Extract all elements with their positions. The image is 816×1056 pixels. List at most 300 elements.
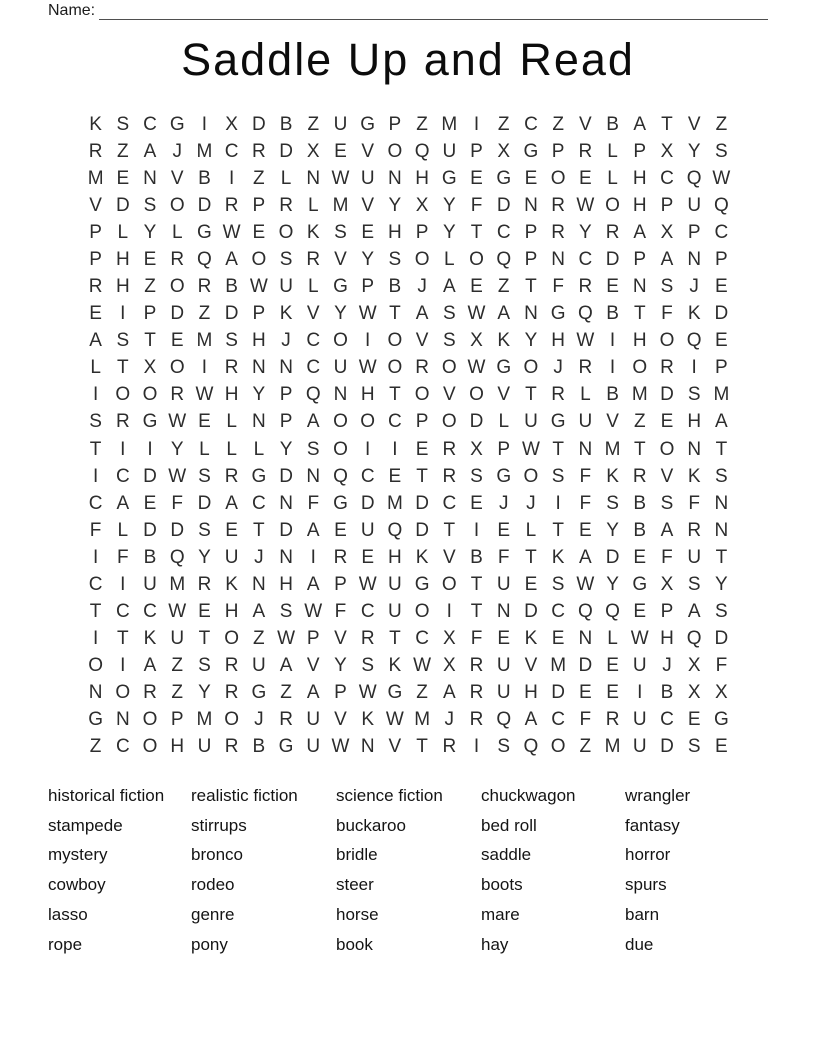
grid-cell: U [143, 573, 157, 595]
grid-cell: T [416, 736, 428, 758]
grid-cell: A [442, 682, 456, 704]
grid-cell: R [551, 221, 565, 243]
grid-cell: O [169, 276, 185, 298]
grid-cell: B [143, 546, 157, 568]
grid-cell: P [415, 221, 429, 243]
grid-cell: K [497, 330, 511, 352]
grid-cell: M [196, 140, 213, 162]
grid-cell: M [386, 492, 403, 514]
grid-cell: W [467, 303, 486, 325]
grid-cell: L [580, 384, 591, 406]
grid-cell: Y [252, 384, 266, 406]
grid-cell: R [170, 248, 185, 270]
grid-cell: R [224, 465, 239, 487]
grid-cell: T [552, 438, 564, 460]
grid-cell: M [631, 384, 648, 406]
grid-cell: S [660, 492, 674, 514]
grid-cell: O [115, 682, 131, 704]
grid-cell: A [306, 411, 320, 433]
grid-cell: Q [686, 330, 702, 352]
grid-cell: I [120, 655, 126, 677]
grid-cell: B [470, 546, 483, 568]
grid-cell: Z [552, 113, 564, 135]
grid-cell: R [605, 709, 620, 731]
grid-cell: W [331, 736, 350, 758]
grid-cell: N [251, 573, 266, 595]
grid-cell: M [87, 167, 104, 189]
grid-cell: K [306, 221, 320, 243]
grid-cell: B [633, 492, 647, 514]
grid-cell: V [442, 546, 456, 568]
grid-cell: E [579, 519, 592, 541]
grid-cell: H [632, 194, 647, 216]
grid-cell: V [524, 655, 538, 677]
grid-cell: K [388, 655, 402, 677]
grid-cell: E [660, 411, 674, 433]
grid-cell: G [197, 221, 212, 243]
grid-cell: O [414, 248, 430, 270]
grid-cell: C [660, 709, 674, 731]
grid-cell: E [551, 628, 565, 650]
grid-cell: W [304, 601, 323, 623]
grid-cell: I [92, 546, 99, 568]
grid-cell: T [715, 438, 728, 460]
grid-cell: L [307, 194, 319, 216]
grid-cell: T [253, 519, 265, 541]
grid-cell: Y [334, 303, 347, 325]
word-list-item: stirrups [191, 815, 247, 835]
grid-cell: U [578, 411, 593, 433]
grid-cell: P [89, 221, 102, 243]
grid-cell: Y [170, 438, 184, 460]
grid-cell: H [388, 221, 402, 243]
grid-cell: M [604, 736, 621, 758]
grid-cell: B [606, 303, 619, 325]
grid-cell: R [442, 438, 457, 460]
grid-cell: F [470, 194, 483, 216]
grid-cell: P [687, 221, 701, 243]
grid-cell: W [331, 167, 350, 189]
grid-cell: I [229, 167, 235, 189]
grid-cell: U [442, 140, 457, 162]
grid-cell: C [578, 248, 593, 270]
grid-cell: D [279, 465, 293, 487]
grid-cell: K [551, 546, 565, 568]
word-list-item: hay [481, 934, 509, 954]
grid-cell: B [633, 519, 647, 541]
grid-cell: R [415, 357, 429, 379]
grid-cell: R [360, 628, 375, 650]
grid-cell: R [224, 736, 239, 758]
grid-cell: U [170, 628, 185, 650]
word-list-item: saddle [481, 845, 532, 865]
grid-cell: C [442, 492, 457, 514]
grid-cell: O [142, 384, 158, 406]
grid-cell: F [497, 546, 510, 568]
grid-cell: J [553, 357, 563, 379]
grid-cell: E [606, 276, 619, 298]
grid-cell: S [687, 736, 701, 758]
grid-cell: T [552, 519, 564, 541]
grid-cell: N [306, 465, 321, 487]
grid-cell: R [632, 465, 647, 487]
grid-cell: M [550, 655, 567, 677]
grid-cell: A [633, 113, 647, 135]
grid-cell: Q [414, 140, 430, 162]
grid-cell: L [607, 167, 618, 189]
grid-cell: O [414, 601, 430, 623]
grid-cell: O [142, 736, 158, 758]
grid-cell: W [712, 167, 731, 189]
grid-cell: A [660, 248, 674, 270]
grid-cell: E [579, 167, 592, 189]
grid-cell: H [415, 167, 429, 189]
grid-cell: L [607, 140, 618, 162]
grid-cell: P [551, 140, 565, 162]
grid-cell: J [526, 492, 536, 514]
grid-cell: R [578, 357, 593, 379]
grid-cell: N [714, 492, 729, 514]
word-list-item: historical fiction [48, 786, 165, 805]
word-list-item: cowboy [48, 875, 106, 895]
grid-cell: D [224, 303, 239, 325]
grid-cell: C [360, 601, 375, 623]
grid-cell: R [333, 546, 348, 568]
grid-cell: V [415, 330, 429, 352]
word-list-column [48, 781, 164, 959]
grid-cell: P [279, 384, 293, 406]
grid-cell: I [120, 303, 126, 325]
grid-cell: C [551, 601, 565, 623]
grid-cell: O [224, 628, 240, 650]
grid-cell: A [143, 140, 157, 162]
grid-cell: V [361, 194, 375, 216]
grid-cell: A [279, 655, 293, 677]
grid-cell: R [605, 221, 620, 243]
grid-cell: X [442, 628, 456, 650]
grid-cell: D [279, 519, 293, 541]
grid-cell: R [88, 140, 103, 162]
word-list-item: wrangler [625, 786, 691, 805]
grid-cell: N [333, 384, 348, 406]
grid-cell: H [524, 682, 538, 704]
grid-cell: C [306, 330, 321, 352]
grid-cell: C [115, 736, 130, 758]
grid-cell: H [251, 330, 266, 352]
grid-cell: I [92, 384, 99, 406]
grid-cell: R [224, 357, 239, 379]
word-list-item: stampede [48, 815, 123, 835]
grid-cell: I [473, 519, 480, 541]
grid-cell: I [473, 736, 480, 758]
grid-cell: W [385, 709, 404, 731]
grid-cell: G [496, 357, 512, 379]
grid-cell: E [361, 546, 375, 568]
grid-cell: A [306, 573, 320, 595]
grid-cell: F [470, 628, 483, 650]
grid-cell: Y [442, 194, 456, 216]
grid-cell: T [525, 276, 537, 298]
grid-cell: O [550, 167, 566, 189]
grid-cell: V [361, 140, 375, 162]
grid-cell: H [632, 330, 647, 352]
grid-cell: C [388, 411, 402, 433]
word-list-item: barn [625, 904, 660, 924]
grid-cell: B [279, 113, 293, 135]
grid-cell: Z [89, 736, 102, 758]
grid-cell: P [334, 573, 347, 595]
grid-cell: J [254, 709, 264, 731]
grid-cell: S [198, 465, 211, 487]
grid-cell: S [497, 736, 511, 758]
grid-cell: L [171, 221, 183, 243]
grid-cell: O [88, 655, 103, 677]
word-list-item: rope [48, 934, 83, 954]
grid-cell: K [279, 303, 293, 325]
grid-cell: S [334, 221, 347, 243]
grid-cell: E [143, 492, 157, 514]
grid-cell: C [88, 573, 103, 595]
grid-cell: G [523, 140, 539, 162]
grid-cell: H [551, 330, 565, 352]
grid-cell: I [609, 330, 616, 352]
grid-cell: O [523, 465, 539, 487]
grid-cell: W [630, 628, 649, 650]
grid-cell: E [415, 438, 429, 460]
grid-cell: K [415, 546, 429, 568]
grid-cell: Z [198, 303, 211, 325]
grid-cell: S [306, 438, 320, 460]
word-list-item: bridle [336, 845, 378, 865]
grid-cell: P [388, 113, 402, 135]
grid-cell: S [715, 140, 728, 162]
grid-cell: I [637, 682, 643, 704]
grid-cell: Z [307, 113, 320, 135]
grid-cell: T [117, 628, 129, 650]
grid-cell: P [497, 438, 511, 460]
grid-cell: F [661, 546, 673, 568]
grid-cell: N [279, 546, 293, 568]
grid-cell: J [444, 709, 455, 731]
grid-cell: Z [280, 682, 292, 704]
grid-cell: K [606, 465, 619, 487]
grid-cell: W [168, 465, 187, 487]
word-list-item: lasso [48, 904, 88, 924]
grid-cell: O [333, 438, 348, 460]
grid-cell: D [170, 303, 185, 325]
grid-cell: R [170, 384, 185, 406]
grid-cell: D [524, 601, 538, 623]
grid-cell: S [551, 465, 565, 487]
grid-cell: R [469, 682, 484, 704]
grid-cell: F [334, 601, 347, 623]
grid-cell: E [252, 221, 266, 243]
grid-cell: P [306, 628, 320, 650]
grid-cell: F [688, 492, 700, 514]
grid-cell: H [687, 411, 702, 433]
grid-cell: Q [387, 519, 403, 541]
grid-cell: O [169, 357, 185, 379]
grid-cell: O [387, 140, 403, 162]
grid-cell: P [660, 194, 674, 216]
grid-cell: Y [334, 655, 347, 677]
word-list-item: buckaroo [336, 815, 406, 835]
grid-cell: U [279, 276, 293, 298]
grid-cell: V [388, 736, 402, 758]
grid-cell: E [470, 276, 483, 298]
grid-cell: D [496, 194, 511, 216]
grid-cell: D [660, 384, 674, 406]
grid-cell: T [715, 546, 728, 568]
grid-cell: V [306, 655, 320, 677]
grid-cell: T [416, 465, 428, 487]
grid-cell: P [415, 411, 429, 433]
grid-cell: K [524, 628, 538, 650]
grid-cell: X [660, 140, 674, 162]
grid-cell: W [249, 276, 268, 298]
grid-cell: Z [171, 655, 184, 677]
grid-cell: T [525, 384, 537, 406]
grid-cell: R [660, 357, 674, 379]
grid-cell: Y [388, 194, 402, 216]
grid-cell: N [279, 357, 293, 379]
grid-cell: L [226, 411, 237, 433]
grid-cell: S [143, 194, 157, 216]
grid-cell: K [687, 303, 701, 325]
word-list-item: due [625, 934, 654, 954]
grid-cell: Y [143, 221, 157, 243]
grid-cell: K [143, 628, 157, 650]
grid-cell: J [254, 546, 264, 568]
word-list-item: boots [481, 875, 523, 895]
grid-cell: C [306, 357, 321, 379]
grid-cell: N [524, 303, 538, 325]
grid-cell: H [224, 601, 239, 623]
grid-cell: A [660, 519, 674, 541]
grid-cell: I [120, 573, 126, 595]
grid-cell: X [306, 140, 320, 162]
grid-cell: V [687, 113, 701, 135]
grid-cell: X [470, 438, 483, 460]
word-list-item: book [336, 934, 373, 954]
grid-cell: D [251, 113, 266, 135]
grid-cell: E [633, 601, 647, 623]
word-list-item: horror [625, 845, 671, 865]
grid-cell: W [358, 357, 377, 379]
grid-cell: I [691, 357, 697, 379]
grid-cell: U [224, 546, 239, 568]
grid-cell: L [199, 438, 210, 460]
grid-cell: R [224, 655, 239, 677]
grid-cell: W [521, 438, 540, 460]
grid-cell: W [195, 384, 214, 406]
grid-cell: S [606, 492, 619, 514]
grid-cell: X [143, 357, 157, 379]
grid-cell: F [552, 276, 564, 298]
grid-cell: F [661, 303, 673, 325]
grid-cell: N [714, 519, 729, 541]
grid-cell: J [417, 276, 427, 298]
grid-cell: G [251, 682, 267, 704]
word-list [48, 781, 788, 961]
grid-cell: T [633, 438, 646, 460]
grid-cell: U [524, 411, 538, 433]
grid-cell: G [414, 573, 430, 595]
grid-cell: Y [198, 682, 211, 704]
grid-cell: Z [579, 736, 592, 758]
grid-cell: J [662, 655, 672, 677]
grid-cell: F [89, 519, 102, 541]
grid-cell: I [120, 438, 126, 460]
grid-cell: L [444, 248, 455, 270]
grid-cell: T [389, 303, 401, 325]
grid-cell: Y [361, 248, 375, 270]
grid-cell: W [168, 601, 187, 623]
grid-cell: H [224, 384, 239, 406]
grid-cell: O [115, 384, 131, 406]
word-list-item: realistic fiction [191, 786, 298, 805]
grid-cell: G [360, 113, 376, 135]
grid-cell: P [334, 682, 347, 704]
grid-cell: O [441, 411, 457, 433]
grid-cell: D [551, 682, 565, 704]
grid-cell: O [169, 194, 185, 216]
grid-cell: F [579, 465, 592, 487]
grid-cell: R [115, 411, 130, 433]
grid-cell: A [687, 601, 701, 623]
grid-cell: F [579, 492, 592, 514]
grid-cell: Q [197, 248, 212, 270]
grid-cell: V [497, 384, 511, 406]
grid-cell: U [333, 113, 348, 135]
grid-cell: A [715, 411, 728, 433]
grid-cell: B [252, 736, 266, 758]
grid-cell: G [142, 411, 158, 433]
grid-cell: W [358, 682, 377, 704]
word-list-item: pony [191, 934, 228, 954]
grid-cell: T [198, 628, 211, 650]
grid-cell: E [388, 465, 402, 487]
grid-cell: K [225, 573, 238, 595]
grid-cell: O [278, 221, 294, 243]
grid-cell: R [578, 140, 593, 162]
grid-cell: X [687, 655, 701, 677]
grid-cell: I [201, 357, 208, 379]
word-list-item: bed roll [481, 815, 537, 835]
grid-cell: W [576, 330, 595, 352]
grid-cell: N [143, 167, 157, 189]
grid-cell: L [117, 519, 129, 541]
grid-cell: P [170, 709, 184, 731]
grid-cell: D [197, 492, 212, 514]
grid-cell: D [143, 465, 157, 487]
grid-cell: X [442, 655, 456, 677]
grid-cell: N [524, 194, 538, 216]
word-list-item: science fiction [336, 786, 443, 805]
grid-cell: G [333, 276, 348, 298]
grid-cell: R [551, 384, 565, 406]
grid-cell: E [715, 276, 728, 298]
grid-cell: A [306, 519, 320, 541]
word-list-item: spurs [625, 875, 667, 895]
grid-cell: A [116, 492, 130, 514]
grid-cell: E [198, 411, 211, 433]
grid-cell: R [88, 276, 103, 298]
grid-cell: D [170, 519, 185, 541]
grid-cell: U [687, 546, 702, 568]
grid-cell: R [306, 248, 321, 270]
grid-cell: H [632, 167, 647, 189]
